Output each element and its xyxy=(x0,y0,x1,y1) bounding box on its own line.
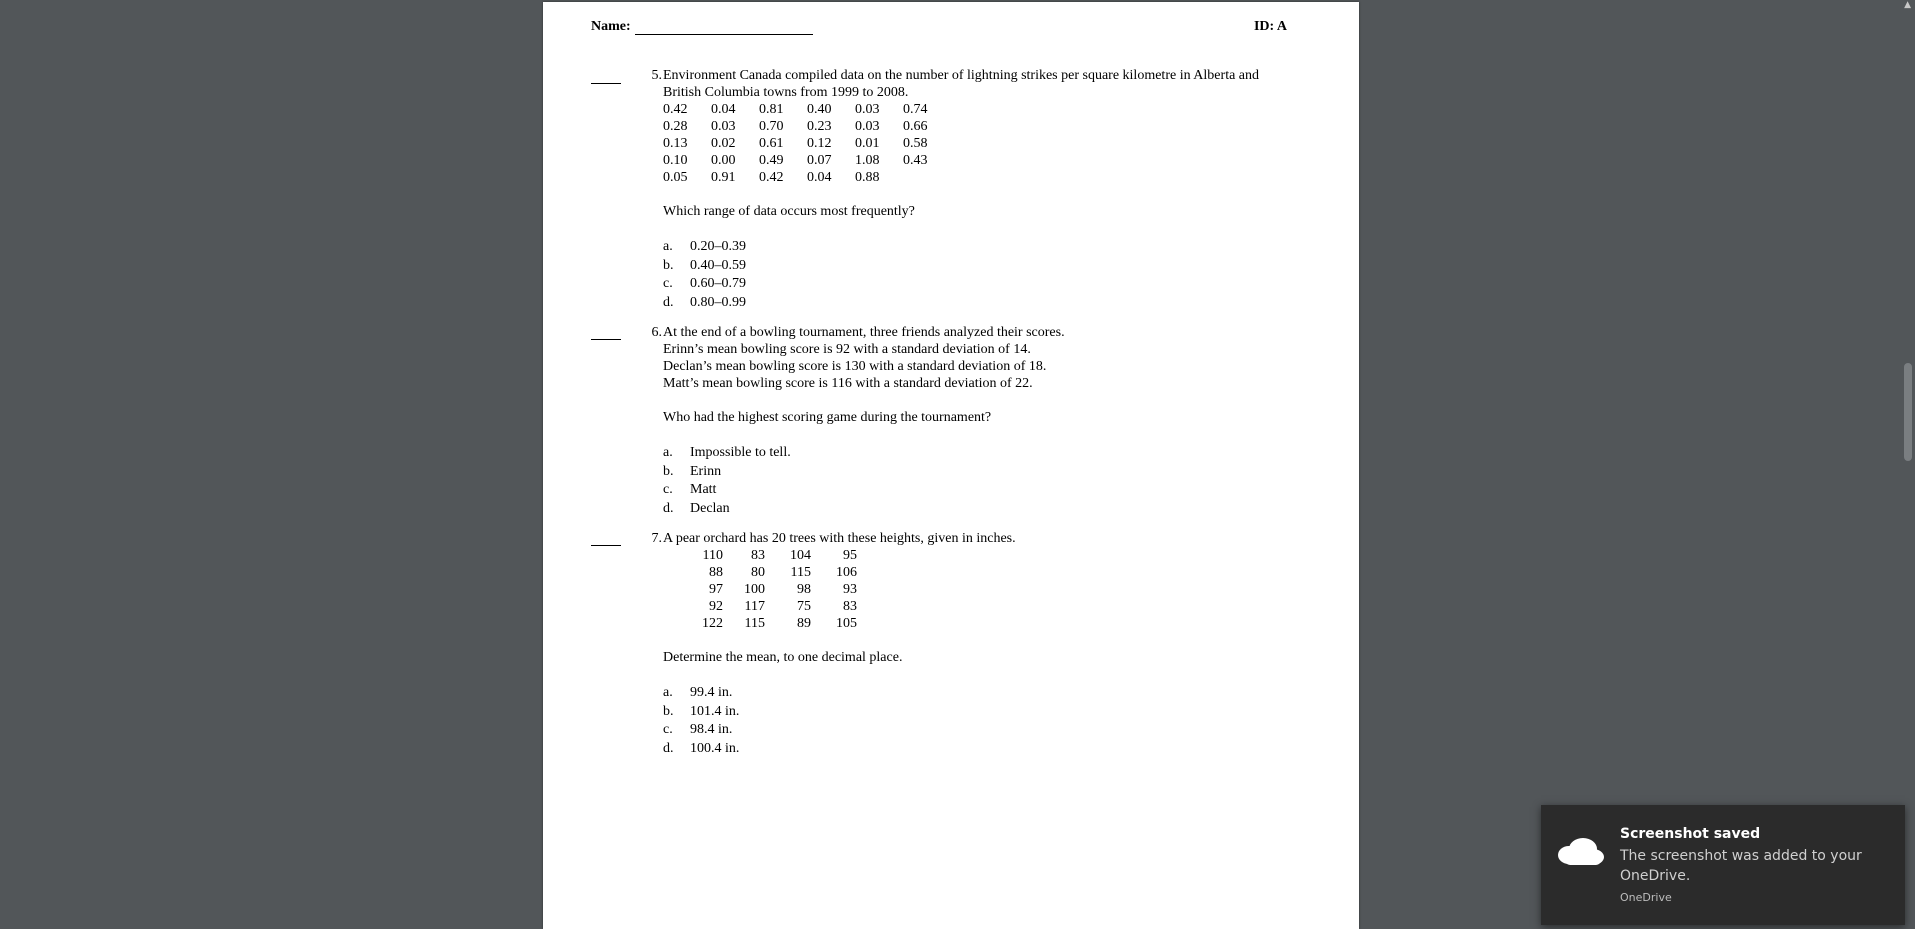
toast-notification[interactable] xyxy=(1541,805,1905,925)
option-letter: c. xyxy=(663,482,673,497)
data-cell: 0.04 xyxy=(807,170,832,185)
pdf-page xyxy=(543,2,1359,929)
data-cell: 75 xyxy=(797,599,811,614)
option-letter: a. xyxy=(663,239,673,254)
data-cell: 110 xyxy=(702,548,723,563)
name-blank-line xyxy=(635,34,813,35)
option-letter: b. xyxy=(663,464,674,479)
question-text: At the end of a bowling tournament, three friends analyzed their scores. xyxy=(663,325,1065,340)
data-cell: 0.03 xyxy=(711,119,736,134)
scroll-up-arrow-icon[interactable]: ▲ xyxy=(1904,0,1911,10)
option-letter: d. xyxy=(663,295,674,310)
toast-title: Screenshot saved xyxy=(1620,826,1761,842)
option-letter: d. xyxy=(663,501,674,516)
data-cell: 0.04 xyxy=(711,102,736,117)
option-letter: a. xyxy=(663,445,673,460)
option-letter: a. xyxy=(663,685,673,700)
data-cell: 95 xyxy=(843,548,857,563)
data-cell: 0.61 xyxy=(759,136,784,151)
option-text: Declan xyxy=(690,501,730,516)
data-cell: 104 xyxy=(790,548,811,563)
data-cell: 0.66 xyxy=(903,119,928,134)
data-cell: 0.00 xyxy=(711,153,736,168)
data-cell: 0.01 xyxy=(855,136,880,151)
data-cell: 98 xyxy=(797,582,811,597)
data-cell: 0.40 xyxy=(807,102,832,117)
data-cell: 122 xyxy=(702,616,723,631)
data-cell: 92 xyxy=(709,599,723,614)
data-cell: 0.58 xyxy=(903,136,928,151)
option-text: 99.4 in. xyxy=(690,685,733,700)
question-number: 7. xyxy=(651,531,662,546)
vertical-scrollbar[interactable] xyxy=(1898,0,1915,929)
data-cell: 88 xyxy=(709,565,723,580)
question-text: Erinn’s mean bowling score is 92 with a standard deviation of 14. xyxy=(663,342,1031,357)
data-cell: 0.43 xyxy=(903,153,928,168)
option-text: Impossible to tell. xyxy=(690,445,791,460)
data-cell: 100 xyxy=(744,582,765,597)
question-prompt: Which range of data occurs most frequently? xyxy=(663,204,915,219)
name-label: Name: xyxy=(591,19,631,34)
question-text: Declan’s mean bowling score is 130 with a standard deviation of 18. xyxy=(663,359,1047,374)
option-text: 0.40–0.59 xyxy=(690,258,746,273)
data-cell: 80 xyxy=(751,565,765,580)
option-letter: c. xyxy=(663,722,673,737)
data-cell: 0.12 xyxy=(807,136,832,151)
question-text: A pear orchard has 20 trees with these heights, given in inches. xyxy=(663,531,1016,546)
data-cell: 115 xyxy=(790,565,811,580)
answer-blank-q5 xyxy=(591,83,621,84)
id-label: ID: A xyxy=(1253,19,1287,34)
option-text: 0.60–0.79 xyxy=(690,276,746,291)
answer-blank-q7 xyxy=(591,545,621,546)
option-text: Matt xyxy=(690,482,717,497)
data-cell: 0.02 xyxy=(711,136,736,151)
question-prompt: Who had the highest scoring game during the tournament? xyxy=(663,410,992,425)
data-cell: 0.03 xyxy=(855,119,880,134)
option-text: 0.20–0.39 xyxy=(690,239,746,254)
answer-blank-q6 xyxy=(591,339,621,340)
data-cell: 117 xyxy=(744,599,765,614)
option-text: Erinn xyxy=(690,464,722,479)
data-cell: 1.08 xyxy=(855,153,880,168)
data-cell: 0.28 xyxy=(663,119,688,134)
cloud-icon xyxy=(1555,835,1605,867)
data-cell: 97 xyxy=(709,582,723,597)
data-cell: 0.81 xyxy=(759,102,784,117)
option-letter: d. xyxy=(663,741,674,756)
data-cell: 0.42 xyxy=(663,102,688,117)
option-letter: b. xyxy=(663,258,674,273)
data-cell: 83 xyxy=(751,548,765,563)
data-cell: 0.49 xyxy=(759,153,784,168)
option-text: 101.4 in. xyxy=(690,704,740,719)
scrollbar-thumb[interactable] xyxy=(1904,363,1912,461)
data-cell: 93 xyxy=(843,582,857,597)
data-cell: 0.10 xyxy=(663,153,688,168)
data-cell: 0.03 xyxy=(855,102,880,117)
data-cell: 0.74 xyxy=(903,102,928,117)
data-cell: 0.88 xyxy=(855,170,880,185)
option-letter: c. xyxy=(663,276,673,291)
question-prompt: Determine the mean, to one decimal place. xyxy=(663,650,903,665)
question-text: British Columbia towns from 1999 to 2008. xyxy=(663,85,909,100)
option-text: 98.4 in. xyxy=(690,722,733,737)
data-cell: 0.42 xyxy=(759,170,784,185)
data-cell: 115 xyxy=(744,616,765,631)
question-text: Environment Canada compiled data on the number of lightning strikes per square kilometre in Alberta and xyxy=(663,68,1260,83)
data-cell: 105 xyxy=(836,616,857,631)
option-text: 100.4 in. xyxy=(690,741,740,756)
toast-body: The screenshot was added to your OneDrive. xyxy=(1620,848,1862,884)
data-cell: 0.91 xyxy=(711,170,736,185)
question-number: 6. xyxy=(651,325,662,340)
data-cell: 0.23 xyxy=(807,119,832,134)
question-text: Matt’s mean bowling score is 116 with a standard deviation of 22. xyxy=(663,376,1033,391)
data-cell: 0.07 xyxy=(807,153,832,168)
data-cell: 89 xyxy=(797,616,811,631)
data-cell: 83 xyxy=(843,599,857,614)
data-cell: 0.05 xyxy=(663,170,688,185)
data-cell: 0.13 xyxy=(663,136,688,151)
option-text: 0.80–0.99 xyxy=(690,295,746,310)
question-number: 5. xyxy=(651,68,662,83)
option-letter: b. xyxy=(663,704,674,719)
data-cell: 0.70 xyxy=(759,119,784,134)
data-cell: 106 xyxy=(836,565,857,580)
toast-source: OneDrive xyxy=(1620,891,1672,904)
